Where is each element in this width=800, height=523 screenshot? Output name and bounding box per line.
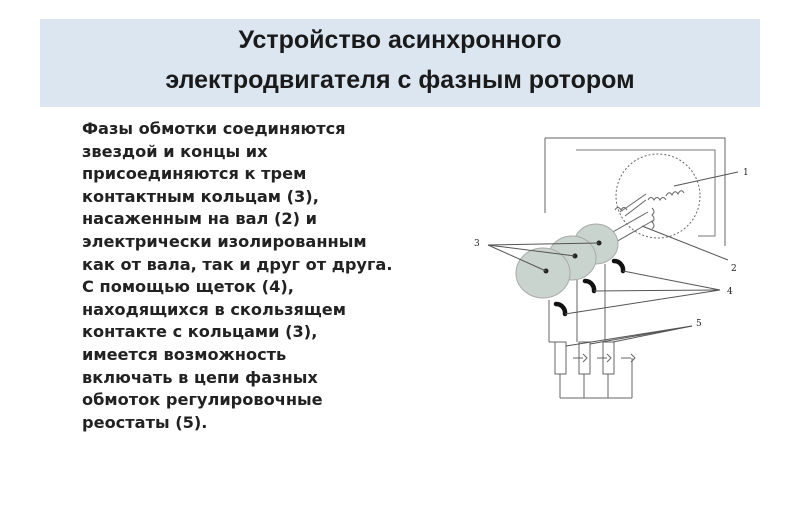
description-line: имеется возможность [82, 344, 287, 364]
slip-ring-1 [516, 248, 570, 298]
description-text [82, 118, 472, 434]
brush-icon [556, 304, 565, 314]
brush-icon [614, 261, 623, 271]
brush-icon [585, 281, 594, 291]
description-line: насаженным на вал (2) и [82, 209, 318, 229]
leader-lines-4 [565, 271, 720, 314]
label-4: 4 [727, 287, 733, 297]
rheostat [555, 342, 566, 374]
description-line: обмоток регулировочные [82, 390, 323, 410]
description-line: контакте с кольцами (3), [82, 322, 318, 342]
description-line: включать в цепи фазных [82, 367, 318, 387]
slide-title-line-2: электродвигателя с фазным ротором [165, 66, 635, 94]
description-line: электрически изолированным [82, 231, 367, 251]
label-5: 5 [696, 319, 702, 329]
description-line: С помощью щеток (4), [82, 277, 294, 297]
description-line: как от вала, так и друг от друга. [82, 254, 393, 274]
star-winding [615, 191, 684, 229]
stator-frame-inner [576, 150, 715, 236]
description-line: Фазы обмотки соединяются [82, 119, 346, 138]
description-line: реостаты (5). [82, 412, 208, 432]
stator-housing [545, 138, 725, 246]
leader-lines-5 [566, 326, 692, 346]
leader-line-1 [674, 172, 738, 186]
label-1: 1 [743, 168, 749, 178]
rotor-circle [616, 154, 700, 238]
label-3: 3 [474, 239, 480, 249]
description-line: звездой и концы их [82, 141, 268, 161]
label-2: 2 [731, 264, 737, 274]
slide-title-line-1: Устройство асинхронного [238, 26, 562, 54]
motor-diagram [470, 128, 770, 413]
description-line: присоединяются к трем [82, 164, 307, 184]
description-line: контактным кольцам (3), [82, 186, 319, 206]
slip-rings [516, 224, 618, 298]
description-line: находящихся в скользящем [82, 299, 347, 319]
rheostats [549, 342, 635, 398]
